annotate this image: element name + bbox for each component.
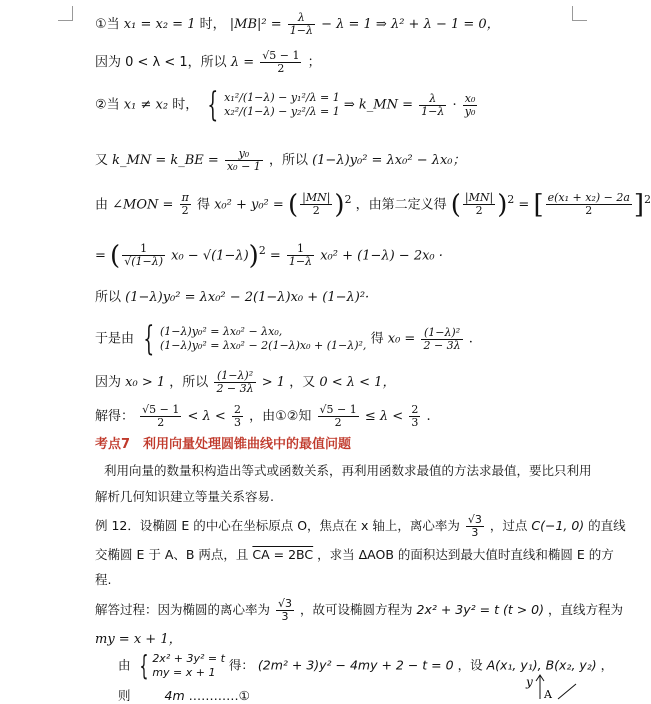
fraction: $\frac{√3}{3}$ [467, 513, 482, 539]
example-line: 例 12．设椭圆 E 的中心在坐标原点 O，焦点在 x 轴上，离心率为 $\frac{√3}{3}$ ，过点 C(−1, 0) 的直线 [95, 513, 626, 539]
coordinate-figure [518, 670, 578, 699]
system-line: 由 { 2x² + 3y² = t my = x + 1 得： (2m² + 3)y² − 4my + 2 − t = 0 ，设 A(x₁, y₁), B(x₂, y₂) ， [118, 649, 614, 682]
cut-off-line: 则 4m …………① [118, 688, 250, 703]
fraction: $\frac{√5 - 1}{2}$ [142, 403, 180, 429]
case-one-line: ①当 x₁ = x₂ = 1 时， |MB|² = $\frac{\lambda}{1-\lambda}$ − λ = 1 ⇒ λ² + λ − 1 = 0， [95, 11, 500, 37]
equation-system: 2x² + 3y² = t my = x + 1 [152, 652, 225, 679]
fraction: $\frac{\lambda}{1-\lambda}$ [289, 11, 313, 37]
left-brace: { [207, 85, 219, 125]
solution-range-line: 解得： $\frac{√5 - 1}{2}$ < λ < $\frac{2}{3}$ ，由①②知 $\frac{√5 - 1}{2}$ ≤ λ < $\frac{2}{3}$ . [95, 403, 431, 429]
fraction: $\frac{\text{(1−λ)²}}{2 - 3\lambda}$ [216, 369, 254, 395]
system-solve-line: 于是由 { (1−λ)y₀² = λx₀² − λx₀, (1−λ)y₀² = λx₀² − 2(1−λ)x₀ + (1−λ)², 得 x₀ = $\frac{\text{(1−λ)²}}{2 - 3\lambda}$ . [95, 319, 473, 359]
fraction: $\frac{\text{e(x₁ + x₂) − 2a}}{2}$ [547, 191, 630, 218]
case-two-line: ②当 x₁ ≠ x₂ 时， { x₁²/(1−λ) − y₁²/λ = 1 x₂²/(1−λ) − y₂²/λ = 1 ⇒ k_MN = $\frac{\lambda}{1-\lambda}$ · $\frac{\text{x₀}}{\text{y₀}}$ [95, 85, 476, 125]
page-corner-mark [572, 6, 587, 21]
fraction: $\frac{√5 - 1}{2}$ [319, 403, 357, 429]
fraction: $\frac{\pi}{2}$ [181, 191, 189, 218]
fraction: $\frac{2}{3}$ [411, 403, 419, 429]
fraction: $\frac{\text{(1−λ)²}}{2 - 3\lambda}$ [423, 325, 461, 352]
equation-system: (1−λ)y₀² = λx₀² − λx₀, (1−λ)y₀² = λx₀² − 2(1−λ)x₀ + (1−λ)², [159, 325, 367, 352]
inequality-line: 因为 x₀ > 1 ，所以 $\frac{\text{(1−λ)²}}{2 - 3\lambda}$ > 1 ，又 0 < λ < 1， [95, 369, 396, 395]
lambda-value-line: 因为 0 < λ < 1，所以 λ = $\frac{√5 - 1}{2}$ ； [95, 49, 321, 75]
fraction: $\frac{|MN|}{2}$ [302, 191, 331, 218]
left-brace: { [143, 319, 155, 359]
fraction: $\frac{1}{1-\lambda}$ [288, 242, 313, 269]
example-line: 程. [95, 572, 112, 587]
fraction: $\frac{\text{x₀}}{\text{y₀}}$ [464, 91, 476, 118]
equation-system: x₁²/(1−λ) − y₁²/λ = 1 x₂²/(1−λ) − y₂²/λ = 1 [224, 91, 340, 118]
intro-paragraph-line: 解析几何知识建立等量关系容易. [95, 489, 274, 504]
result-line: 所以 (1−λ)y₀² = λx₀² − 2(1−λ)x₀ + (1−λ)²· [95, 290, 370, 305]
fraction: $\frac{\text{y₀}}{\text{x₀ − 1}}$ [226, 147, 261, 173]
point-label: A [544, 688, 552, 701]
expansion-line: = ( $\frac{1}{√(1-\lambda)}$ x₀ − √(1−λ))$^2$ = $\frac{1}{1-\lambda}$ x₀² + (1−λ) − 2x₀ · [95, 240, 443, 271]
page-corner-mark [58, 6, 73, 21]
fraction: $\frac{√5 - 1}{2}$ [262, 49, 300, 75]
fraction: $\frac{\lambda}{1-\lambda}$ [421, 91, 445, 118]
section-heading: 考点7 利用向量处理圆锥曲线中的最值问题 [95, 437, 352, 452]
fraction: $\frac{2}{3}$ [233, 403, 241, 429]
slope-line: 又 k_MN = k_BE = $\frac{\text{y₀}}{\text{x₀ − 1}}$ ，所以 (1−λ)y₀² = λx₀² − λx₀； [95, 147, 466, 173]
fraction: $\frac{|MN|}{2}$ [464, 191, 494, 218]
intro-paragraph-line: 利用向量的数量积构造出等式或函数关系，再利用函数求最值的方法求最值，要比只利用 [104, 463, 592, 478]
example-line: 交椭圆 E 于 A、B 两点，且 CA = 2BC ，求当 ΔAOB 的面积达到最大值时直线和椭圆 E 的方 [95, 547, 614, 562]
solution-line: 解答过程：因为椭圆的离心率为 $\frac{√3}{3}$ ，故可设椭圆方程为 2x² + 3y² = t (t > 0) ，直线方程为 [95, 597, 623, 623]
solution-line: my = x + 1， [95, 632, 182, 647]
y-axis-label: y [526, 675, 533, 689]
left-brace: { [138, 649, 148, 682]
fraction: $\frac{√3}{3}$ [278, 597, 293, 623]
angle-condition-line: 由 ∠MON = $\frac{\pi}{2}$ 得 x₀² + y₀² = ( $\frac{|MN|}{2}$ )$^2$ ，由第二定义得 ( $\frac{|MN|}{2}$ )$^2$ = [ $\frac{\text{e(x₁ + x₂) − 2a}}{2}$ ]$^2$ [95, 189, 651, 220]
fraction: $\frac{1}{√(1-\lambda)}$ [124, 242, 163, 269]
line-segment [558, 684, 576, 699]
